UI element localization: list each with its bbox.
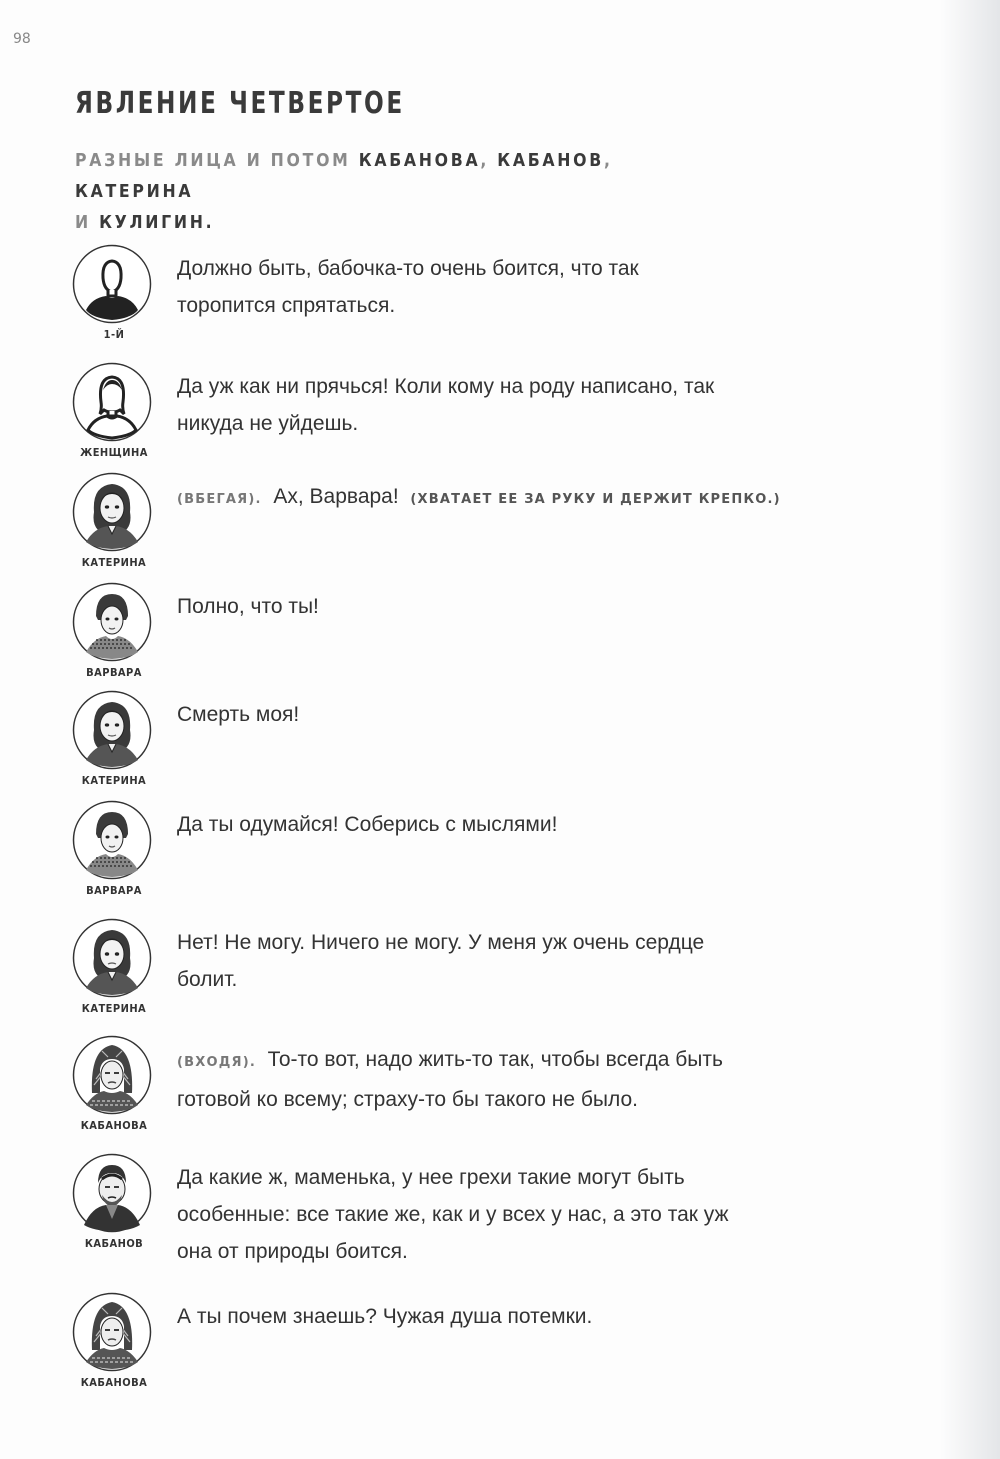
subtitle-name: КАБАНОВ (497, 151, 604, 171)
speaker-name: КАТЕРИНА (81, 556, 147, 569)
speech-text: А ты почем знаешь? Чужая душа потемки. (177, 1305, 593, 1328)
speech-text: Да уж как ни прячься! Коли кому на роду написано, так никуда не уйдешь. (177, 375, 715, 435)
speaker-name: КАБАНОВА (80, 1376, 148, 1389)
woman-portrait-icon (72, 362, 152, 442)
speech-text: Должно быть, бабочка-то очень боится, что так торопится спрятаться. (177, 257, 639, 317)
speech-text: Полно, что ты! (177, 595, 319, 618)
speech-phrase: То-то вот, надо жить-то так, чтобы всегда быть готовой ко всему; страху-то бы такого не было. (177, 1048, 723, 1111)
speech-text: Да какие ж, маменька, у нее грехи такие могут быть особенные: все такие же, как и у всех у нас, а это так уж она от природы боится. (177, 1166, 729, 1263)
speech-text: Нет! Не могу. Ничего не могу. У меня уж очень сердце болит. (177, 931, 705, 991)
speech-text: Смерть моя! (177, 703, 300, 726)
katerina-portrait-icon (72, 690, 152, 770)
page-edge-shadow (940, 0, 1000, 1459)
subtitle-name: КАБАНОВА (358, 151, 481, 171)
speech-text: Да ты одумайся! Соберись с мыслями! (177, 813, 558, 836)
speech-text (177, 478, 781, 518)
katerina-portrait-icon (72, 918, 152, 998)
speaker-name: ЖЕНЩИНА (80, 446, 148, 459)
speaker-name: КАТЕРИНА (81, 1002, 147, 1015)
kabanova-portrait-icon (72, 1292, 152, 1372)
speaker-name: 1-Й (103, 328, 125, 341)
speaker-name: КАБАНОВ (84, 1237, 144, 1250)
stage-direction: (ВХОДЯ). (177, 1055, 256, 1070)
speaker-name: ВАРВАРА (86, 884, 142, 897)
speech-phrase: Ах, Варвара! (273, 485, 399, 508)
varvara-portrait-icon (72, 800, 152, 880)
kabanova-portrait-icon (72, 1035, 152, 1115)
speech-text (177, 1041, 737, 1118)
scene-title: ЯВЛЕНИЕ ЧЕТВЕРТОЕ (75, 86, 405, 121)
subtitle-end: . (205, 213, 215, 233)
man-portrait-icon (72, 244, 152, 324)
kabanov-portrait-icon (72, 1153, 152, 1233)
varvara-portrait-icon (72, 582, 152, 662)
page-number: 98 (13, 31, 31, 47)
stage-direction: (ХВАТАЕТ ЕЕ ЗА РУКУ И ДЕРЖИТ КРЕПКО.) (410, 492, 781, 507)
subtitle-name: КАТЕРИНА (75, 182, 194, 202)
stage-direction: (ВБЕГАЯ). (177, 492, 262, 507)
speaker-name: ВАРВАРА (86, 666, 142, 679)
scene-subtitle: РАЗНЫЕ ЛИЦА И ПОТОМ КАБАНОВА, КАБАНОВ, КАТЕРИНА И КУЛИГИН. (75, 151, 613, 233)
katerina-portrait-icon (72, 472, 152, 552)
subtitle-and: И (75, 213, 91, 233)
subtitle-lead: РАЗНЫЕ ЛИЦА И ПОТОМ (75, 151, 351, 171)
speaker-name: КАТЕРИНА (81, 774, 147, 787)
speaker-name: КАБАНОВА (80, 1119, 148, 1132)
subtitle-name: КУЛИГИН (99, 213, 206, 233)
